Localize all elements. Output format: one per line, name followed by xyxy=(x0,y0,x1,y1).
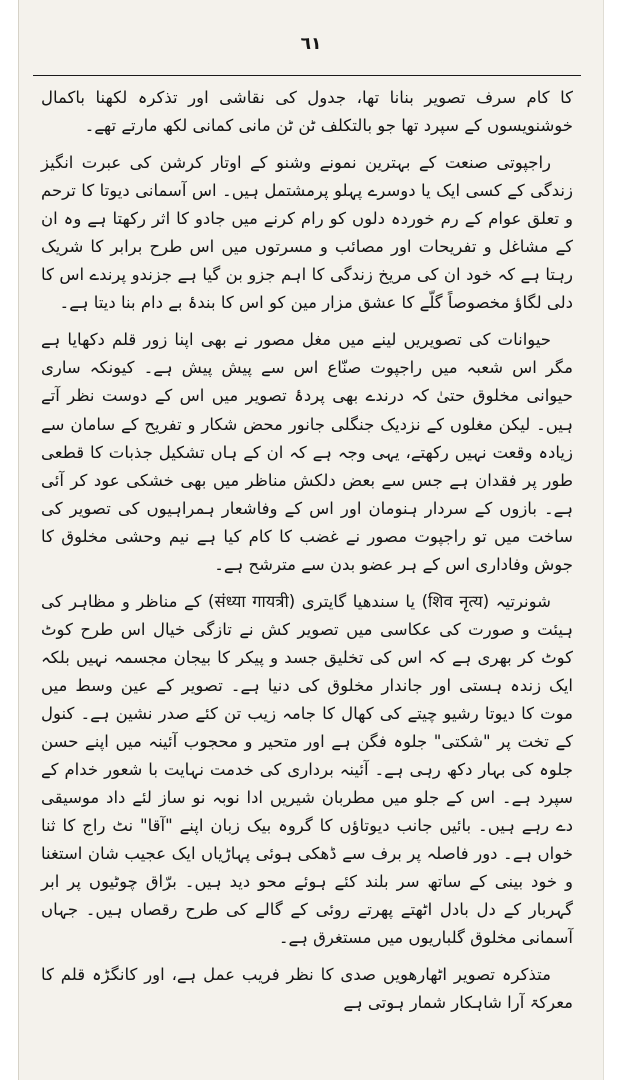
paragraph-4-text-start: شونرتیہ ( xyxy=(482,591,551,611)
paragraph-3 xyxy=(41,326,573,578)
page-number: ٦١ xyxy=(300,34,322,54)
paragraph-4 xyxy=(41,588,573,953)
book-page xyxy=(18,0,604,1080)
devanagari-term-sandhya-gayatri: संध्या गायत्री xyxy=(214,591,289,611)
paragraph-2 xyxy=(41,149,573,317)
paragraph-1-text: کا کام سرف تصویر بنانا تھا، جدول کی نقاشی اور تذکرہ لکھنا باکمال خوشنویسوں کے سپرد تھا جو بالتکلف ٹن ٹن مانی کمانی لکھ مارتے تھے۔ xyxy=(41,88,573,136)
paragraph-1 xyxy=(41,84,573,140)
paragraph-5 xyxy=(41,961,573,1017)
paragraph-4-text-middle: ) یا سندھیا گایتری ( xyxy=(288,591,429,611)
paragraph-5-text: متذکرہ تصویر اٹھارھویں صدی کا نظر فریب عمل ہے، اور کانگڑہ قلم کا معرکۃ آرا شاہکار شمار ہوتی ہے xyxy=(41,965,573,1013)
paragraph-4-text-end: ) کے مناظر و مظاہر کی ہیئت و صورت کی عکاسی میں تصویر کش نے تازگی خیال اس طرح کوٹ کوٹ کر بھری ہے کہ اس کی تخلیق جسد و پیکر کا بیجان مجسمہ نہیں بلکہ ایک زندہ ہستی اور جاندار مخلوق کی دنیا ہے۔ تصویر کے عین وسط میں موت کا دیوتا رشیو چیتے کی کھال کا جامہ زیب تن کئے صدر نشین ہے۔ کنول کے تخت پر "شکتی" جلوہ فگن ہے اور متحیر و محجوب آئینہ میں اپنے حسن جلوہ کی بہار دکھ رہی ہے۔ آئینہ برداری کی خدمت نہایت با شعور خدام کے سپرد ہے۔ اس کے جلو میں مطربان شیریں ادا نوبہ نو ساز لئے داد موسیقی دے رہے ہیں۔ بائیں جانب دیوتاؤں کا گروہ بیک زبان اپنے "آقا" نٹ راج کا ثنا خواں ہے۔ دور فاصلہ پر برف سے ڈھکی ہوئی پہاڑیاں ایک عجیب شان استغنا و خود بینی کے ساتھ سر بلند کئے ہوئے محو دید ہیں۔ برّاق چوٹیوں پر ابر گہربار کے دل بادل اٹھتے پھرتے روئی کے گالے کی طرح رقصاں ہیں۔ جہاں آسمانی مخلوق گلباریوں میں مستغرق ہے۔ xyxy=(41,591,573,948)
page-body xyxy=(41,84,573,1027)
header-rule xyxy=(33,75,581,76)
devanagari-term-shiva-nritya: शिव नृत्य xyxy=(428,591,483,611)
paragraph-2-text: راجپوتی صنعت کے بہترین نمونے وشنو کے اوتار کرشن کی عبرت انگیز زندگی کے کسی ایک یا دوسرے پہلو پرمشتمل ہیں۔ اس آسمانی دیوتا کا ترحم و تعلق عوام کے رم خوردہ دلوں کو رام کرنے میں جادو کا اثر رکھتا ہے وہ ان کے مشاغل و تفریحات اور مصائب و مسرتوں میں اس طرح برابر کا شریک رہتا ہے کہ خود ان کی مریخ زندگی کا اہم جزو بن گیا ہے جزندو پرندے اس کا دلی لگاؤ مخصوصاً گلّے کا عشق مزار مین کو اس کا بندۂ بے دام بنا دیتا ہے۔ xyxy=(41,153,573,313)
paragraph-3-text: حیوانات کی تصویریں لینے میں مغل مصور نے بھی اپنا زور قلم دکھایا ہے مگر اس شعبہ میں راجپوت صنّاع اس سے پیش پیش ہے۔ کیونکہ ساری حیوانی مخلوق حتیٰ کہ درندے بھی پردۂ تصویر میں اس کے دوست نظر آتے ہیں۔ لیکن مغلوں کے نزدیک جنگلی جانور محض شکار و تفریح کے سامان سے زیادہ وقعت نہیں رکھتے، یہی وجہ ہے کہ ان کے ہاں تشکیل جذبات کا قطعی طور پر فقدان ہے جس سے بعض دلکش مناظر میں بھی خشکی عود کر آئی ہے۔ بازوں کے سردار ہنومان اور اس کے وفاشعار ہمراہیوں کی تصویر کی ساخت میں تو راجپوت مصور نے غضب کا کام کیا ہے نیم وحشی مخلوق کا جوش وفاداری اس کے ہر عضو بدن سے مترشح ہے۔ xyxy=(41,330,573,574)
